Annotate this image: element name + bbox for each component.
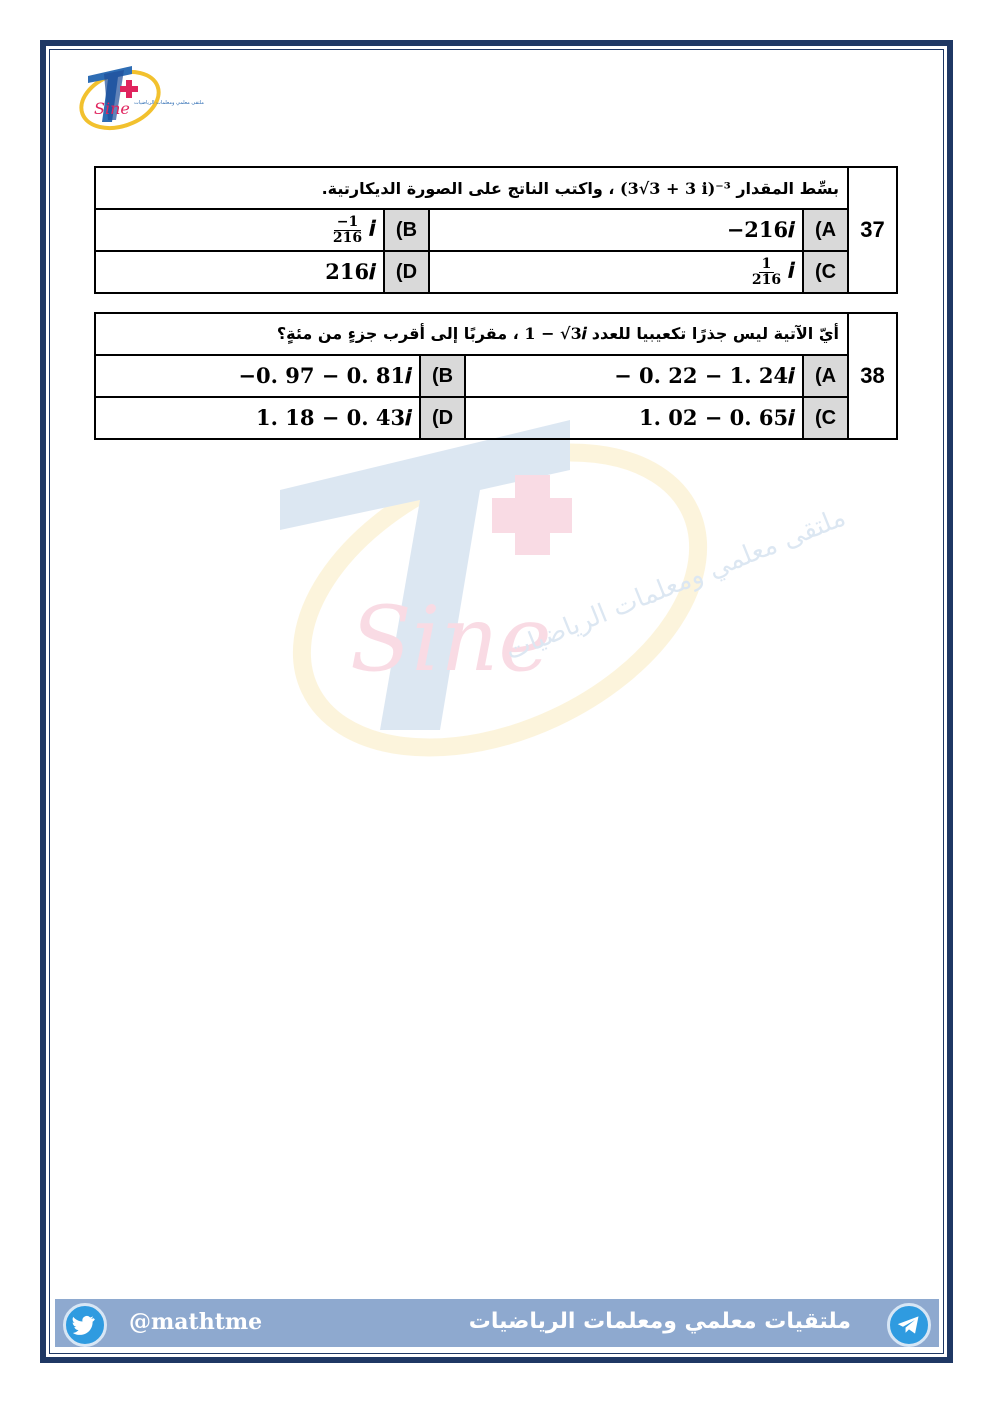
option-letter-a[interactable]: A) <box>803 209 848 251</box>
option-letter-c[interactable]: C) <box>803 251 848 293</box>
fraction-denominator: 216 <box>332 229 363 246</box>
option-c-value[interactable]: 1. 02 − 0. 65𝒊 <box>465 397 803 439</box>
fraction <box>330 215 365 245</box>
option-d-value[interactable]: 216𝒊 <box>95 251 384 293</box>
watermark-text: ملتقى معلمي ومعلمات الرياضيات <box>501 502 850 667</box>
option-letter-d[interactable]: D) <box>384 251 429 293</box>
question-stem <box>95 313 848 355</box>
stem-text: أيّ الآتية ليس جذرًا تكعيبيا للعدد <box>591 324 839 343</box>
stem-tail: ، واكتب الناتج على الصورة الديكارتية. <box>321 178 615 198</box>
question-stem <box>95 167 848 209</box>
option-a-value[interactable]: −216𝒊 <box>429 209 803 251</box>
option-b-value[interactable]: −0. 97 − 0. 81𝒊 <box>95 355 420 397</box>
option-b-value[interactable] <box>95 209 384 251</box>
stem-tail: ، مقربًا إلى أقرب جزءٍ من مئةٍ؟ <box>276 324 519 343</box>
svg-text:Sine: Sine <box>350 587 552 692</box>
stem-expression: 1 − √3𝒊 <box>524 324 587 343</box>
option-letter-a[interactable]: A) <box>803 355 848 397</box>
twitter-icon[interactable] <box>63 1303 107 1347</box>
option-letter-b[interactable]: B) <box>384 209 429 251</box>
option-letter-c[interactable]: C) <box>803 397 848 439</box>
question-number: 38 <box>848 313 897 439</box>
question-38-table <box>94 312 898 440</box>
stem-expression: (3√3 + 3 i)⁻³ <box>620 178 731 198</box>
question-37-table <box>94 166 898 294</box>
logo-brand-text: Sine <box>94 99 130 118</box>
telegram-icon[interactable] <box>887 1303 931 1347</box>
telegram-channel-name[interactable]: ملتقيات معلمي ومعلمات الرياضيات <box>468 1309 851 1334</box>
logo-caption: ملتقى معلمي ومعلمات الرياضيات <box>134 100 204 106</box>
option-letter-b[interactable]: B) <box>420 355 465 397</box>
footer-bar <box>55 1299 939 1347</box>
fraction-denominator: 216 <box>751 271 782 288</box>
logo <box>74 56 204 136</box>
imaginary-unit: 𝒊 <box>788 257 794 283</box>
question-number: 37 <box>848 167 897 293</box>
watermark <box>270 400 850 760</box>
option-c-value[interactable] <box>429 251 803 293</box>
fraction <box>749 257 784 287</box>
imaginary-unit: 𝒊 <box>369 215 375 241</box>
option-letter-d[interactable]: D) <box>420 397 465 439</box>
fraction-numerator: 1 <box>759 257 775 273</box>
option-a-value[interactable]: − 0. 22 − 1. 24𝒊 <box>465 355 803 397</box>
stem-text: بسِّط المقدار <box>736 178 839 198</box>
twitter-handle[interactable]: @mathtme <box>129 1309 263 1335</box>
option-d-value[interactable]: 1. 18 − 0. 43𝒊 <box>95 397 420 439</box>
fraction-numerator: −1 <box>334 215 361 231</box>
